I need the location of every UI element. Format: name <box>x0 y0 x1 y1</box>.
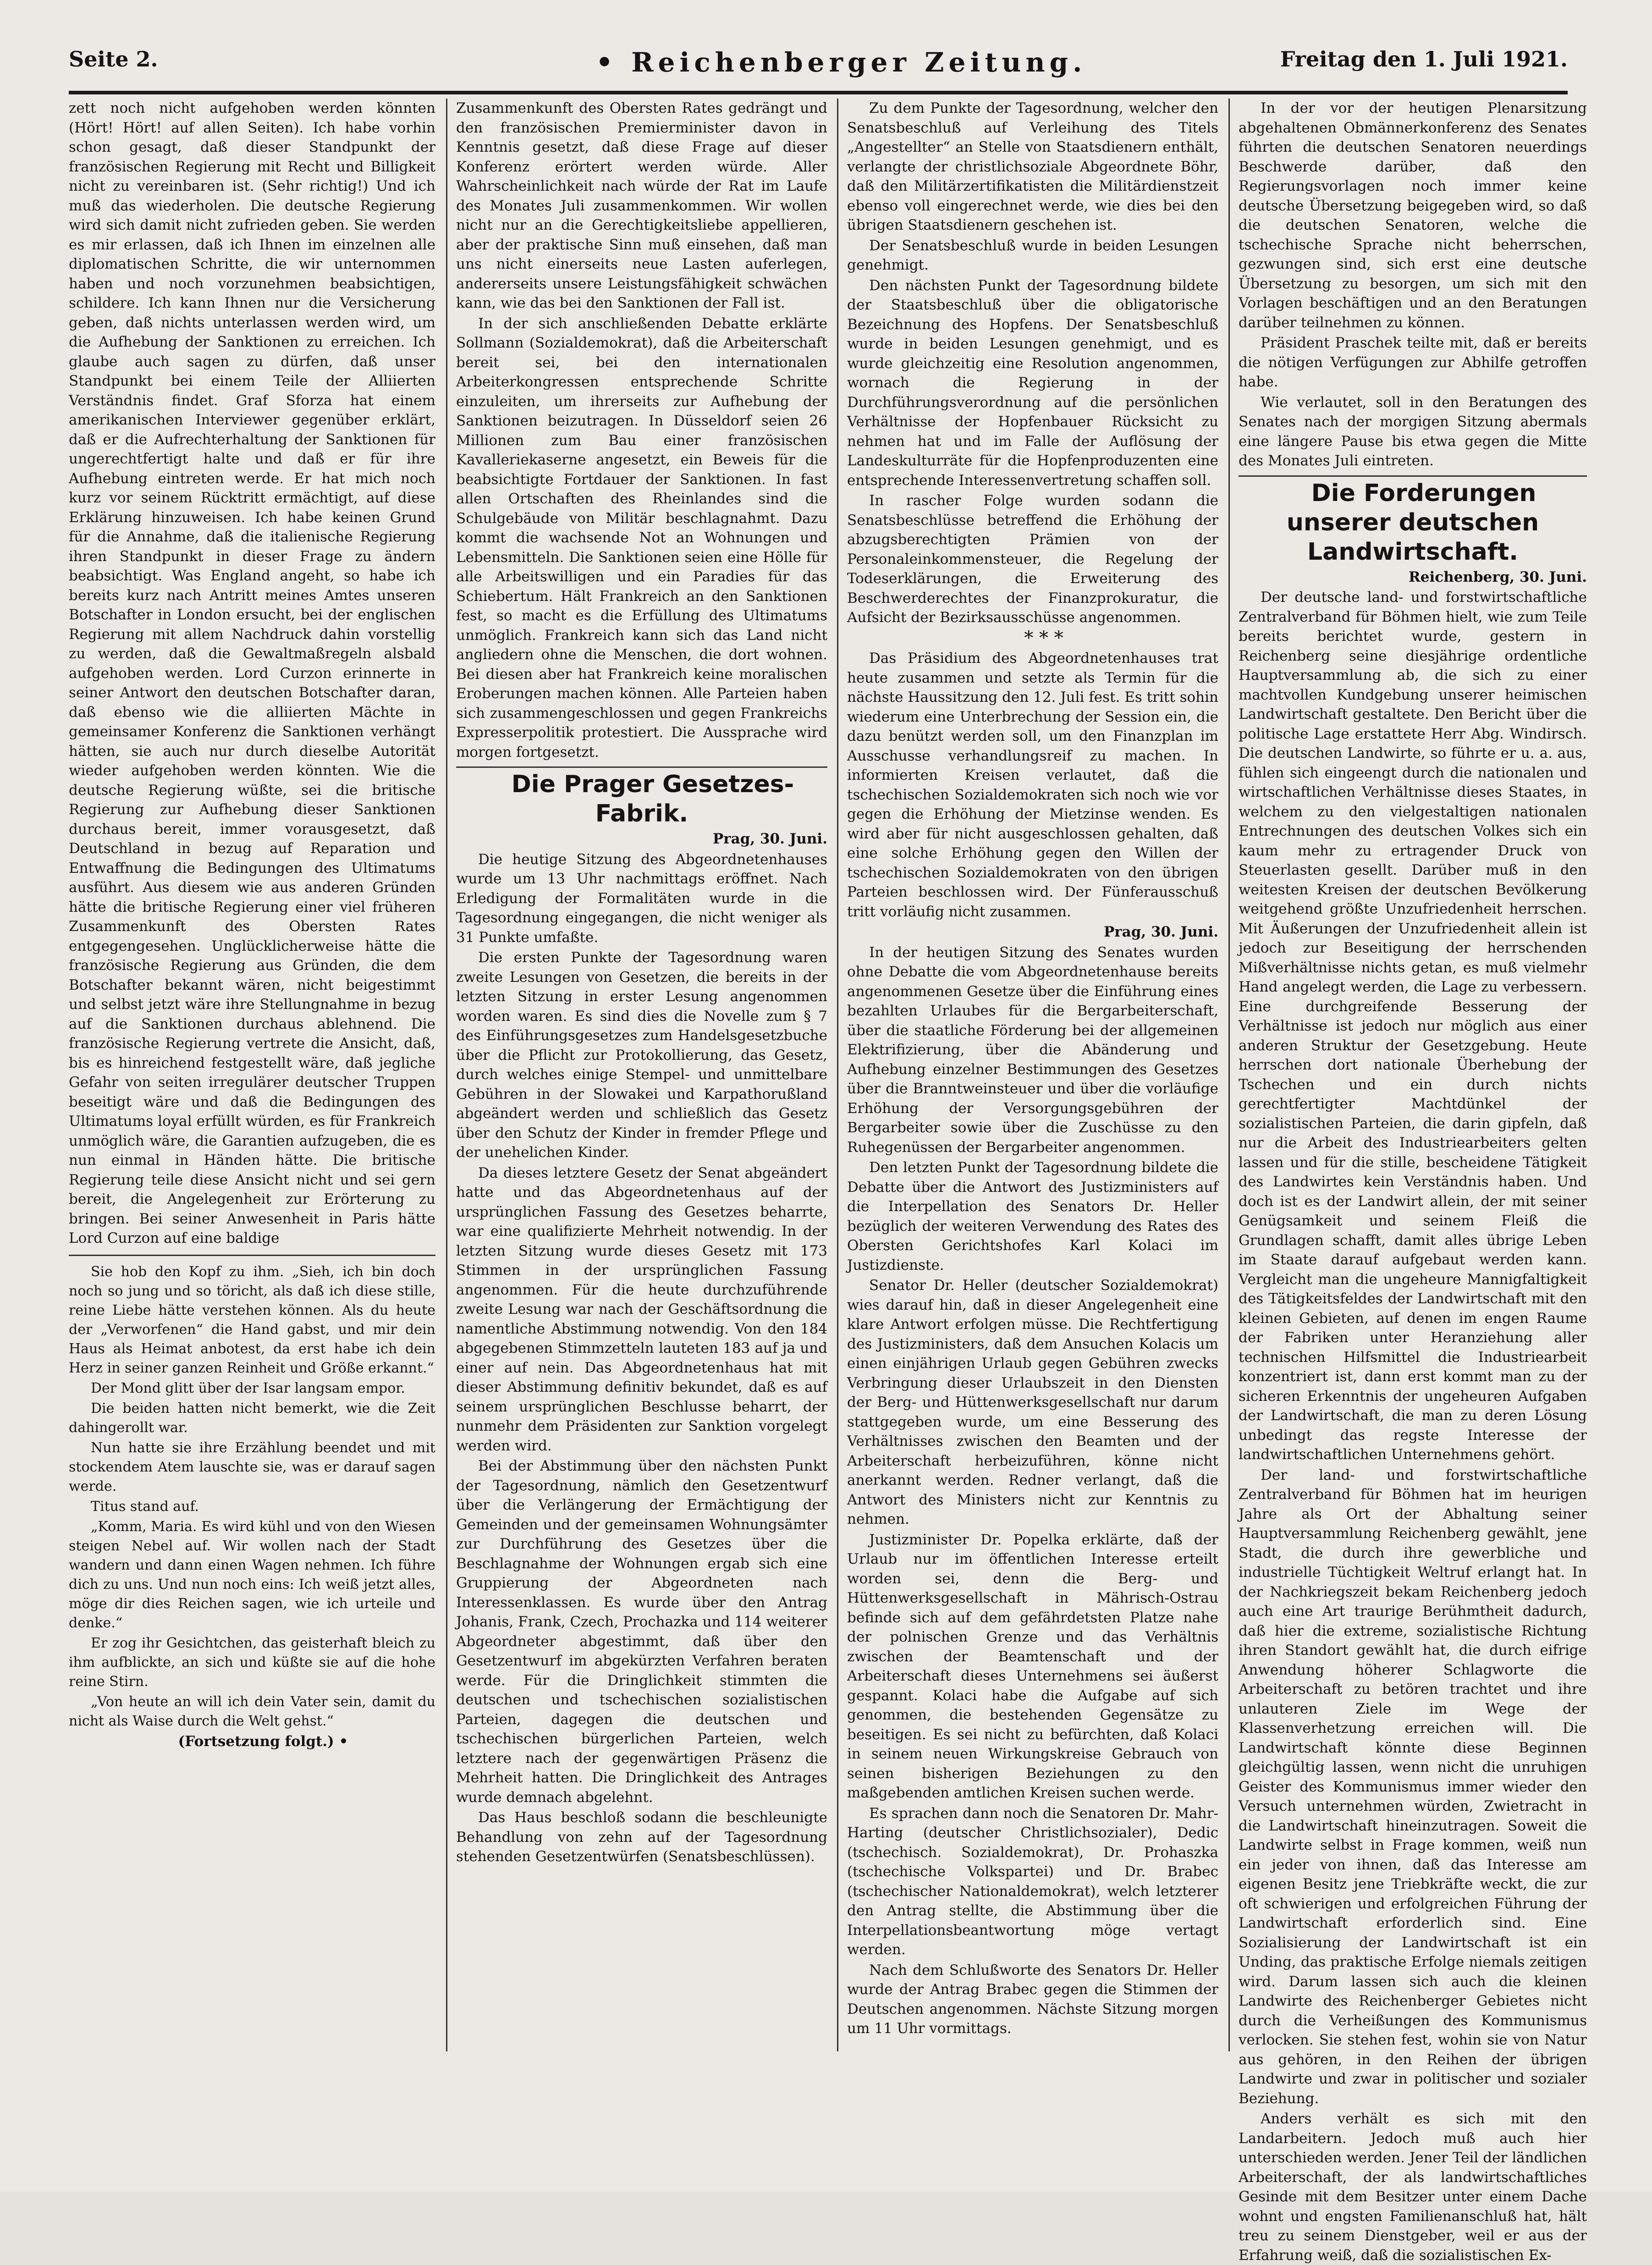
paragraph: In der vor der heutigen Plenarsitzung abgehaltenen Obmännerkonferenz des Senates führten die deutschen Senatoren neuerdings Beschwerde darüber, daß den Regierungsvorlagen noch immer keine deutsche Übersetzung beigegeben wird, so daß die deutschen Senatoren, welche die tschechische Sprache nicht beherrschen, gezwungen sind, sich erst eine deutsche Übersetzung zu besorgen, um sich mit den Vorlagen beschäftigen und an den Beratungen darüber teilnehmen zu können. <box>1239 100 1587 331</box>
paragraph: Bei der Abstimmung über den nächsten Punkt der Tagesordnung, nämlich den Gesetzentwurf über die Verlängerung der Ermächtigung der Gemeinden und der gemeinsamen Wohnungsämter zur Durchführung des Gesetzes über die Beschlagnahme der Wohnungen ergab sich eine Gruppierung der Abgeordneten nach Interessenklassen. Es wurde über den Antrag Johanis, Frank, Czech, Prochazka und 114 weiterer Abgeordneter abgestimmt, daß über den Gesetzentwurf im abgekürzten Verfahren beraten werde. Für die Dringlichkeit stimmten die deutschen und tschechischen sozialistischen Parteien, dagegen die deutschen und tschechischen bürgerlichen Parteien, welch letztere nach der gegenwärtigen Präsenz die Mehrheit hatten. Die Dringlichkeit des Antrages wurde demnach abgelehnt. <box>456 1458 827 1806</box>
paragraph: Den nächsten Punkt der Tagesordnung bildete der Staatsbeschluß über die obligatorische Bezeichnung des Hopfens. Der Senatsbeschluß wurde in beiden Lesungen genehmigt, und es wurde gleichzeitig eine Resolution angenommen, wornach die Regierung in der Durchführungsverordnung auf die persönlichen Verhältnisse der Hopfenbauer Rücksicht zu nehmen hat und im Falle der Auflösung der Landeskulturräte für die Hopfenproduzenten eine entsprechende Interessenvertretung schaffen soll. <box>847 277 1218 489</box>
paragraph: Der deutsche land- und forstwirtschaftliche Zentralverband für Böhmen hielt, wie zum Teile bereits berichtet wurde, gestern in Reichenberg seine diesjährige ordentliche Hauptversammlung ab, die sich zu einer machtvollen Kundgebung unserer heimischen Landwirtschaft gestaltete. Den Bericht über die politische Lage erstattete Herr Abg. Windirsch. Die deutschen Landwirte, so führte er u. a. aus, fühlen sich eingeengt durch die nationalen und wirtschaftlichen Verhältnisse dieses Staates, in welchem zu den vielgestaltigen nationalen Entrechnungen des deutschen Volkes sich ein kaum mehr zu ertragender Druck von Steuerlasten gesellt. Darüber muß in den weitesten Kreisen der deutschen Bevölkerung weitgehend größte Unzufriedenheit herrschen. Mit Äußerungen der Unzufriedenheit allein ist jedoch zur Beseitigung der herrschenden Mißverhältnisse nichts getan, es muß vielmehr Hand angelegt werden, die Lage zu verbessern. Eine durchgreifende Besserung der Verhältnisse ist jedoch nur möglich aus einer anderen Struktur der Gesetzgebung. Heute herrschen dort nationale Überhebung der Tschechen und ein durch nichts gerechtfertigter Machtdünkel der sozialistischen Parteien, die darin gipfeln, daß nur die Arbeit des Industriearbeiters gelten lassen und für die stille, bescheidene Tätigkeit des Landwirtes kein Verständnis haben. Und doch ist es der Landwirt allein, der mit seiner Genügsamkeit und seinem Fleiß die Grundlagen schafft, damit alles übrige Leben im Staate darauf aufgebaut werden kann. Vergleicht man die ungeheure Mannigfaltigkeit des Tätigkeitsfeldes der Landwirtschaft mit den kleinen Gebieten, auf denen im engen Raume der Fabriken unter Heranziehung aller technischen Hilfsmittel die Industriearbeit konzentriert ist, dann erst kommt man zu der sicheren Erkenntnis der ungeheuren Aufgaben der Landwirtschaft, die man zu deren Lösung unbedingt das regste Interesse der landwirtschaftlichen Unternehmens gehört. <box>1239 589 1587 1463</box>
column-4 <box>1239 99 1587 2264</box>
paragraph: Titus stand auf. <box>91 1498 199 1515</box>
page-number: Seite 2. <box>69 47 158 72</box>
column-4-article <box>1239 99 1587 471</box>
paragraph: Justizminister Dr. Popelka erklärte, daß der Urlaub nur im öffentlichen Interesse erteilt worden sei, denn die Berg- und Hüttenwerksgesellschaft in Mährisch-Ostrau befinde sich auf dem gefährdetsten Platze nahe der polnischen Grenze und das Verhältnis zwischen der Beamtenschaft und der Arbeiterschaft dieses Unternehmens sei äußerst gespannt. Kolaci habe die Aufgabe auf sich genommen, die bestehenden Gegensätze zu beseitigen. Es sei nicht zu befürchten, daß Kolaci in seinem neuen Wirkungskreise Gebrauch von seinen bisherigen Beziehungen zu den maßgebenden amtlichen Kreisen suchen werde. <box>847 1531 1218 1801</box>
paragraph: „Komm, Maria. Es wird kühl und von den Wiesen steigen Nebel auf. Wir wollen nach der Stadt wandern und dann einen Wagen nehmen. Ich führe dich zu uns. Und nun noch eins: Ich weiß jetzt alles, möge dir dies Reichen sagen, wie ich urteile und denke.“ <box>69 1518 435 1631</box>
column-3-article <box>847 99 1218 628</box>
paragraph: Den letzten Punkt der Tagesordnung bildete die Debatte über die Antwort des Justizministers auf die Interpellation des Senators Dr. Heller bezüglich der weiteren Verwendung des Rates des Obersten Gerichtshofes Karl Kolaci im Justizdienste. <box>847 1159 1218 1273</box>
paragraph: In der sich anschließenden Debatte erklärte Sollmann (Sozialdemokrat), daß die Arbeiterschaft bereit sei, bei den internationalen Arbeiterkongressen entsprechende Schritte einzuleiten, um ihrerseits zur Aufhebung der Sanktionen beizutragen. In Düsseldorf seien 26 Millionen zum Bau einer französischen Kavalleriekaserne angesetzt, ein Beweis für die beabsichtigte Fortdauer der Sanktionen. In fast allen Ortschaften des Rheinlandes sind die Schulgebäude von Militär beschlagnahmt. Dazu kommt die wachsende Not an Wohnungen und Lebensmitteln. Die Sanktionen seien eine Hölle für alle Arbeitswilligen und ein Paradies für das Schiebertum. Hält Frankreich an den Sanktionen fest, so macht es die Erfüllung des Ultimatums unmöglich. Frankreich kann sich das Land nicht angliedern ohne die Menschen, die dort wohnen. Bei diesen aber hat Frankreich keine moralischen Eroberungen machen können. Alle Parteien haben sich zusammengeschlossen und gegen Frankreichs Expresserpolitik protestiert. Die Aussprache wird morgen fortgesetzt. <box>456 315 827 761</box>
column-2-article <box>456 99 827 762</box>
column-divider-1 <box>446 99 447 2051</box>
paragraph: zett noch nicht aufgehoben werden könnten (Hört! Hört! auf allen Seiten). Ich habe vorhin schon gesagt, daß dieser Standpunkt der französischen Regierung mit Recht und Billigkeit nicht zu vereinbaren ist. (Sehr richtig!) Und ich muß das wiederholen. Die deutsche Regierung wird sich damit nicht zufrieden geben. Sie werden es mir erlassen, daß ich Ihnen im einzelnen alle diplomatischen Schritte, die wir unternommen haben und noch vorzunehmen beabsichtigen, schildere. Ich kann Ihnen nur die Versicherung geben, daß nichts unterlassen werden wird, um die Aufhebung der Sanktionen zu erreichen. Ich glaube auch sagen zu dürfen, daß unser Standpunkt bei einem Teile der Alliierten Verständnis findet. Graf Sforza hat einem amerikanischen Interviewer gegenüber erklärt, daß er die Aufrechterhaltung der Sanktionen für ungerechtfertigt halte und daß er für ihre Aufhebung eintreten werde. Er hat mich noch kurz vor seinem Rücktritt ermächtigt, auf diese Erklärung hinzuweisen. Ich habe keinen Grund für die Annahme, daß die italienische Regierung ihren Standpunkt in dieser Frage zu ändern beabsichtigt. Was England angeht, so habe ich bereits kurz nach Antritt meines Amtes unseren Botschafter in London ersucht, bei der englischen Regierung mit allem Nachdruck dahin vorstellig zu werden, daß die Gewaltmaßregeln alsbald aufgehoben werden. Lord Curzon erinnerte in seiner Antwort den deutschen Botschafter daran, daß ebenso wie die alliierten Mächte in gemeinsamer Konferenz die Sanktionen verhängt hätten, sie auch nur durch dieselbe Autorität wieder aufgehoben werden könnten. Wie die deutsche Regierung wüßte, sei die britische Regierung zur Aufhebung dieser Sanktionen durchaus bereit, immer vorausgesetzt, daß Deutschland in bezug auf Reparation und Entwaffnung die Bedingungen des Ultimatums ausführt. Aus diesem wie aus anderen Gründen hätte die britische Regierung einer viel früheren Zusammenkunft des Obersten Rates entgegengesehen. Unglücklicherweise hätte die französische Regierung aus Gründen, die dem Botschafter bekannt wären, nicht beigestimmt und selbst jetzt wäre ihre Stellungnahme in bezug auf die Sanktionen durchaus ablehnend. Die französische Regierung vertrete die Ansicht, daß, bis es hinreichend festgestellt wäre, daß jegliche Gefahr von seiten irregulärer deutscher Truppen beseitigt wäre und daß die Bedingungen des Ultimatums loyal erfüllt würden, es für Frankreich unmöglich wäre, die Garantien aufzugeben, die es nun einmal in Händen hätte. Die britische Regierung teile diese Ansicht nicht und sei gern bereit, die Angelegenheit zur Erörterung zu bringen. Bei seiner Anwesenheit in Paris hätte Lord Curzon auf eine baldige <box>69 100 435 1246</box>
paragraph: Die beiden hatten nicht bemerkt, wie die Zeit dahingerollt war. <box>69 1400 435 1436</box>
dateline-reichenberg: Reichenberg, 30. Juni. <box>1409 568 1587 585</box>
paragraph: Der land- und forstwirtschaftliche Zentralverband für Böhmen hat im heurigen Jahre als Ort der Abhaltung seiner Hauptversammlung Reichenberg gewählt, jene Stadt, die durch ihre gewerbliche und industrielle Tüchtigkeit Weltruf erlangt hat. In der Nachkriegszeit bekam Reichenberg jedoch auch eine Art traurige Berühmtheit dadurch, daß hier die extreme, sozialistische Richtung ihren Standort gewählt hat, die durch eifrige Anwendung höherer Schlagworte die Arbeiterschaft zu betören trachtet und ihre unlauteren Ziele im Wege der Klassenverhetzung erreichen will. Die Landwirtschaft könnte diese Beginnen gleichgültig lassen, wenn nicht die unruhigen Geister des Kommunismus immer wieder den Versuch unternehmen würden, Zwietracht in die Landwirtschaft hineinzutragen. Soweit die Landwirte selbst in Frage kommen, weiß nun ein jeder von ihnen, daß das Interesse am eigenen Besitz jene Triebkräfte weckt, die zur oft schwierigen und erfolgreichen Führung der Landwirtschaft erforderlich sind. Eine Sozialisierung der Landwirtschaft ist ein Unding, das praktische Erfolge niemals zeitigen wird. Darum lassen sich auch die kleinen Landwirte des Reichenberger Gebietes nicht durch die Verheißungen des Kommunismus verlocken. Sie stehen fest, wohin sie von Natur aus gehören, in den Reihen der übrigen Landwirte und zwar in politischer und sozialer Beziehung. <box>1239 1466 1587 2107</box>
dateline-prag: Prag, 30. Juni. <box>712 831 827 847</box>
paragraph: In der heutigen Sitzung des Senates wurden ohne Debatte die vom Abgeordnetenhause bereits angenommenen Gesetze über die Einführung eines bezahlten Urlaubes für die Bergarbeiterschaft, über die staatliche Förderung bei der allgemeinen Elektrifizierung, über die Abänderung und Aufhebung einzelner Bestimmungen des Gesetzes über die Branntweinsteuer und über die vorläufige Erhöhung der Versorgungsgebühren der Bergarbeiter sowie über die Zuschüsse zu den Ruhegenüssen der Bergarbeiter angenommen. <box>847 944 1218 1156</box>
paragraph: Das Haus beschloß sodann die beschleunigte Behandlung von zehn auf der Tagesordnung stehenden Gesetzentwürfen (Senatsbeschlüssen). <box>456 1809 827 1865</box>
dateline-prag-senate: Prag, 30. Juni. <box>1103 924 1218 940</box>
column-3 <box>847 99 1218 2051</box>
column-2 <box>456 99 827 2051</box>
paragraph: „Von heute an will ich dein Vater sein, damit du nicht als Waise durch die Welt gehst.“ <box>69 1693 435 1729</box>
headline-divider-4 <box>1239 475 1587 477</box>
paragraph: Der Senatsbeschluß wurde in beiden Lesungen genehmigt. <box>847 237 1218 273</box>
continued-note: (Fortsetzung folgt.) • <box>178 1733 348 1750</box>
column-1 <box>69 99 435 2051</box>
column-3-article-2 <box>847 649 1218 921</box>
header-rule <box>69 91 1568 94</box>
paragraph: Die heutige Sitzung des Abgeordnetenhauses wurde um 13 Uhr nachmittags eröffnet. Nach Erledigung der Formalitäten wurde in die Tagesordnung eingegangen, die nicht weniger als 31 Punkte umfaßte. <box>456 851 827 946</box>
paragraph: Senator Dr. Heller (deutscher Sozialdemokrat) wies darauf hin, daß in dieser Angelegenheit eine klare Antwort erfolgen müsse. Die Rechtfertigung des Justizministers, daß dem Ansuchen Kolacis um einen einjährigen Urlaub gegen Gebühren zwecks Verbringung dieser Urlaubszeit in den Diensten der Berg- und Hüttenwerksgesellschaft nur darum stattgegeben wurde, um eine Besserung des Verhältnisses zwischen den Beamten und der Arbeiterschaft herbeizuführen, könne nicht anerkannt werden. Redner verlangt, daß die Antwort des Ministers nicht zur Kenntnis zu nehmen. <box>847 1277 1218 1527</box>
paragraph: Da dieses letztere Gesetz der Senat abgeändert hatte und das Abgeordnetenhaus auf der ursprünglichen Fassung des Gesetzes beharrte, war eine qualifizierte Mehrheit notwendig. In der letzten Sitzung wurde dieses Gesetz mit 173 Stimmen in der ursprünglichen Fassung angenommen. Für die heute durchzuführende zweite Lesung war nach der Geschäftsordnung die namentliche Abstimmung notwendig. Von den 184 abgegebenen Stimmzetteln lauteten 183 auf ja und einer auf nein. Das Abgeordnetenhaus hat mit dieser Abstimmung definitiv bekundet, daß es auf seinem ursprünglichen Beschlusse beharrt, der nunmehr dem Präsidenten zur Sanktion vorgelegt werden wird. <box>456 1164 827 1454</box>
headline-prager-gesetzes-fabrik: Die Prager Gesetzes-Fabrik. <box>511 771 794 827</box>
paragraph: Wie verlautet, soll in den Beratungen des Senates nach der morgigen Sitzung abermals eine längere Pause bis etwa gegen die Mitte des Monates Juli eintreten. <box>1239 394 1587 469</box>
paragraph: Anders verhält es sich mit den Landarbeitern. Jedoch muß auch hier unterschieden werden. Jener Teil der ländlichen Arbeiterschaft, der als landwirtschaftliches Gesinde mit dem Besitzer unter einem Dache wohnt und engsten Familienanschluß hat, hält treu zu seinem Dienstgeber, weil er aus der Erfahrung weiß, daß die sozialistischen Ex- <box>1239 2111 1587 2264</box>
paragraph: Es sprachen dann noch die Senatoren Dr. Mahr-Harting (deutscher Christlichsozialer), Dedic (tschechisch. Sozialdemokrat), Dr. Prohaszka (tschechische Volkspartei) und Dr. Brabec (tschechischer Nationaldemokrat), welch letzterer den Antrag stellte, die Abstimmung über die Interpellationsbeantwortung möge vertagt werden. <box>847 1805 1218 1958</box>
column-2-article-2 <box>456 850 827 1867</box>
issue-date: Freitag den 1. Juli 1921. <box>1280 47 1568 72</box>
headline-landwirtschaft: Die Forderungen unserer deutschen Landwirtschaft. <box>1286 479 1539 566</box>
page-header <box>69 42 1568 93</box>
paragraph: Die ersten Punkte der Tagesordnung waren zweite Lesungen von Gesetzen, die bereits in der letzten Sitzung in erster Lesung angenommen worden waren. Es sind dies die Novelle zum § 7 des Einführungsgesetzes zum Handelsgesetzbuche über die Pflicht zur Protokollierung, das Gesetz, durch welches einige Stempel- und unmittelbare Gebühren in der Slowakei und Karpathorußland abgeändert werden und schließlich das Gesetz über den Schutz der Kinder in fremder Pflege und der unehelichen Kinder. <box>456 949 827 1161</box>
column-4-article-2 <box>1239 588 1587 2265</box>
paragraph: Präsident Praschek teilte mit, daß er bereits die nötigen Verfügungen zur Abhilfe getroffen habe. <box>1239 335 1587 390</box>
column-divider-2 <box>837 99 838 2051</box>
section-stars: * * * <box>1024 627 1063 649</box>
newspaper-title: • Reichenberger Zeitung. <box>596 47 1087 78</box>
paragraph: Das Präsidium des Abgeordnetenhauses trat heute zusammen und setzte als Termin für die nächste Haussitzung den 12. Juli fest. Es tritt sohin wiederum eine Unterbrechung der Session ein, die dazu benützt werden soll, um den Finanzplan im Ausschusse verhandlungsreif zu machen. In informierten Kreisen verlautet, daß die tschechischen Sozialdemokraten sich noch wie vor gegen die Erhöhung der Mietzinse wenden. Es wird aber für nicht ausgeschlossen gehalten, daß eine solche Erhöhung gegen den Willen der tschechischen Sozialdemokraten von den übrigen Parteien beschlossen wird. Der Fünferausschuß tritt vorläufig nicht zusammen. <box>847 650 1218 920</box>
column-divider-3 <box>1228 99 1230 2051</box>
paragraph: Er zog ihr Gesichtchen, das geisterhaft bleich zu ihm aufblickte, an sich und küßte sie auf die hohe reine Stirn. <box>69 1635 435 1690</box>
paragraph: In rascher Folge wurden sodann die Senatsbeschlüsse betreffend die Erhöhung der abzugsberechtigten Prämien von der Personaleinkommensteuer, die Regelung der Todeserklärungen, die Erweiterung des Beschwerderechtes der Finanzprokuratur, die Aufsicht der Bezirksausschüsse angenommen. <box>847 492 1218 626</box>
paragraph: Sie hob den Kopf zu ihm. „Sieh, ich bin doch noch so jung und so töricht, als daß ich diese stille, reine Liebe hätte verstehen können. Als du heute der „Verworfenen“ die Hand gabst, und mir dein Haus als Heimat anbotest, da erst habe ich dein Herz in seiner ganzen Reinheit und Größe erkannt.“ <box>69 1263 435 1376</box>
feuilleton-story <box>69 1262 435 1731</box>
feuilleton-divider <box>69 1255 435 1256</box>
headline-divider <box>456 766 827 768</box>
column-3-article-3 <box>847 943 1218 2039</box>
paragraph: Nach dem Schlußworte des Senators Dr. Heller wurde der Antrag Brabec gegen die Stimmen der Deutschen angenommen. Nächste Sitzung morgen um 11 Uhr vormittags. <box>847 1962 1218 2037</box>
paragraph: Nun hatte sie ihre Erzählung beendet und mit stockendem Atem lauschte sie, was er darauf sagen werde. <box>69 1439 435 1494</box>
paragraph: Zusammenkunft des Obersten Rates gedrängt und den französischen Premierminister davon in Kenntnis gesetzt, daß diese Frage auf dieser Konferenz erörtert werden würde. Aller Wahrscheinlichkeit nach würde der Rat im Laufe des Monates Juli zusammenkommen. Wir wollen nicht nur an die Gerechtigkeitsliebe appellieren, aber der praktische Sinn muß einsehen, daß man uns nicht einerseits neue Lasten auferlegen, andererseits unsere Leistungsfähigkeit schwächen kann, wie das bei den Sanktionen der Fall ist. <box>456 100 827 311</box>
column-1-article <box>69 99 435 1248</box>
paragraph: Zu dem Punkte der Tagesordnung, welcher den Senatsbeschluß auf Verleihung des Titels „Angestellter“ an Stelle von Staatsdienern enthält, verlangte der christlichsoziale Abgeordnete Böhr, daß den Militärzertifikatisten die Militärdienstzeit ebenso voll eingerechnet werde, wie dies bei den übrigen Staatsdienern geschehen ist. <box>847 100 1218 233</box>
paragraph: Der Mond glitt über der Isar langsam empor. <box>91 1380 405 1396</box>
